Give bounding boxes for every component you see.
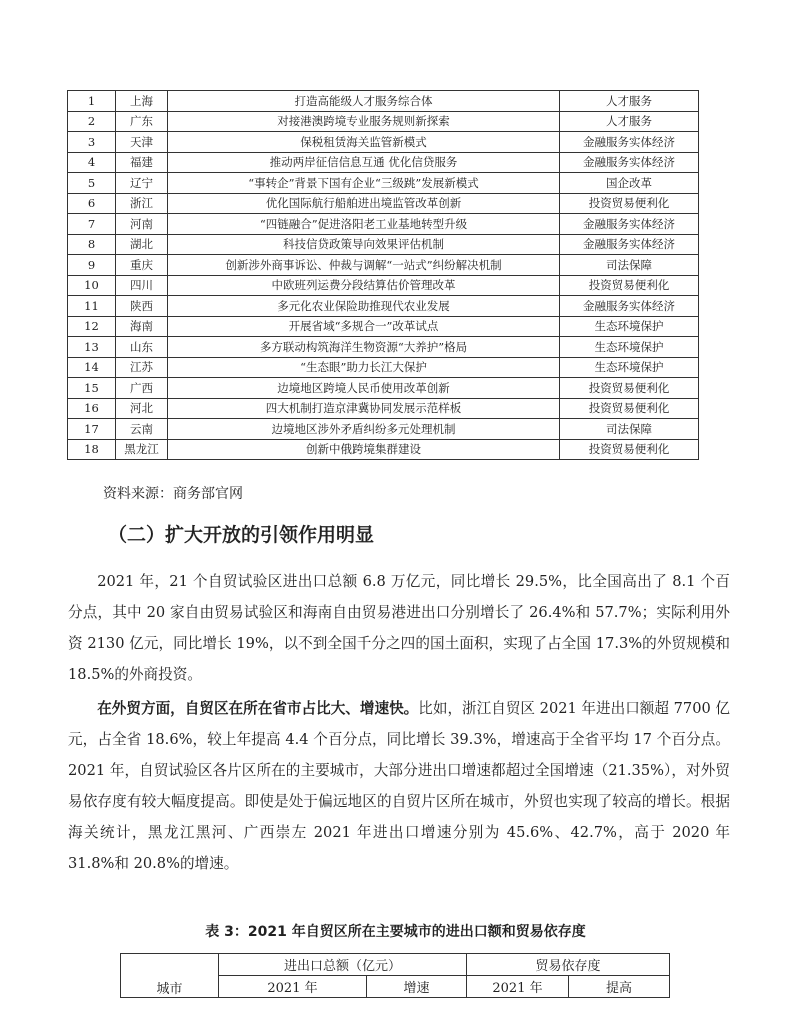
- row-number: 15: [68, 378, 116, 399]
- row-number: 16: [68, 398, 116, 419]
- table3-col-city: 城市: [121, 954, 219, 998]
- row-category: 金融服务实体经济: [560, 214, 699, 235]
- table-row: [68, 193, 699, 214]
- row-case: “生态眼”助力长江大保护: [168, 357, 560, 378]
- row-province: 重庆: [116, 255, 168, 276]
- row-case: 边境地区跨境人民币使用改革创新: [168, 378, 560, 399]
- table-row: [68, 214, 699, 235]
- table3-title: 表 3：2021 年自贸区所在主要城市的进出口额和贸易依存度: [205, 924, 586, 940]
- row-case: 开展省域“多规合一”改革试点: [168, 316, 560, 337]
- table-row: [68, 255, 699, 276]
- row-number: 3: [68, 132, 116, 153]
- row-case: 多方联动构筑海洋生物资源“大养护”格局: [168, 337, 560, 358]
- table-row: [68, 111, 699, 132]
- table-row: [68, 132, 699, 153]
- row-category: 国企改革: [560, 173, 699, 194]
- row-category: 人才服务: [560, 91, 699, 112]
- paragraph-foreign-trade: [68, 693, 730, 879]
- row-province: 湖北: [116, 234, 168, 255]
- row-province: 海南: [116, 316, 168, 337]
- row-case: “事转企”背景下国有企业“三级跳”发展新模式: [168, 173, 560, 194]
- row-number: 14: [68, 357, 116, 378]
- table-row: [68, 398, 699, 419]
- table-row: [68, 91, 699, 112]
- row-number: 4: [68, 152, 116, 173]
- row-province: 上海: [116, 91, 168, 112]
- row-province: 河北: [116, 398, 168, 419]
- row-case: 打造高能级人才服务综合体: [168, 91, 560, 112]
- row-case: 创新中俄跨境集群建设: [168, 439, 560, 460]
- row-category: 投资贸易便利化: [560, 439, 699, 460]
- table-row: [68, 173, 699, 194]
- row-province: 黑龙江: [116, 439, 168, 460]
- row-category: 投资贸易便利化: [560, 193, 699, 214]
- row-case: 四大机制打造京津冀协同发展示范样板: [168, 398, 560, 419]
- table3-header-row: [121, 954, 670, 976]
- row-case: 科技信贷政策导向效果评估机制: [168, 234, 560, 255]
- pilot-cases-table: [67, 90, 699, 460]
- row-province: 辽宁: [116, 173, 168, 194]
- row-number: 5: [68, 173, 116, 194]
- table3-sub-growth: 增速: [367, 976, 467, 998]
- paragraph-body: 比如，浙江自贸区 2021 年进出口额超 7700 亿元，占全省 18.6%，较上年提高 4.4 个百分点，同比增长 39.3%，增速高于全省平均 17 个百分点。2021 年，自贸试验区各片区所在的主要城市，大部分进出口增速都超过全国增速（21.35%），对外贸易依存度有较大幅度提高。即使是处于偏远地区的自贸片区所在城市，外贸也实现了较高的增长。根据海关统计，黑龙江黑河、广西崇左 2021 年进出口增速分别为 45.6%、42.7%，高于 2020 年 31.8%和 20.8%的增速。: [68, 700, 731, 872]
- row-province: 广西: [116, 378, 168, 399]
- row-case: 优化国际航行船舶进出境监管改革创新: [168, 193, 560, 214]
- row-number: 6: [68, 193, 116, 214]
- table-row: [68, 439, 699, 460]
- row-case: 推动两岸征信信息互通 优化信贷服务: [168, 152, 560, 173]
- row-province: 四川: [116, 275, 168, 296]
- row-number: 7: [68, 214, 116, 235]
- row-category: 投资贸易便利化: [560, 398, 699, 419]
- row-province: 江苏: [116, 357, 168, 378]
- row-number: 10: [68, 275, 116, 296]
- row-category: 生态环境保护: [560, 337, 699, 358]
- row-category: 人才服务: [560, 111, 699, 132]
- row-case: 边境地区涉外矛盾纠纷多元处理机制: [168, 419, 560, 440]
- row-category: 金融服务实体经济: [560, 132, 699, 153]
- table-row: [68, 234, 699, 255]
- table3-sub-raise: 提高: [569, 976, 670, 998]
- row-number: 8: [68, 234, 116, 255]
- row-province: 河南: [116, 214, 168, 235]
- row-case: 保税租赁海关监管新模式: [168, 132, 560, 153]
- table-row: [68, 337, 699, 358]
- row-province: 山东: [116, 337, 168, 358]
- city-trade-table: [120, 953, 670, 998]
- table-row: [68, 152, 699, 173]
- table-row: [68, 357, 699, 378]
- row-number: 9: [68, 255, 116, 276]
- section-heading: （二）扩大开放的引领作用明显: [108, 524, 375, 546]
- row-category: 生态环境保护: [560, 316, 699, 337]
- row-province: 浙江: [116, 193, 168, 214]
- row-case: “四链融合”促进洛阳老工业基地转型升级: [168, 214, 560, 235]
- row-province: 天津: [116, 132, 168, 153]
- row-number: 13: [68, 337, 116, 358]
- row-number: 17: [68, 419, 116, 440]
- row-category: 司法保障: [560, 255, 699, 276]
- table-row: [68, 419, 699, 440]
- row-number: 12: [68, 316, 116, 337]
- paragraph-lead: 在外贸方面，自贸区在所在省市占比大、增速快。: [97, 700, 419, 717]
- table-row: [68, 296, 699, 317]
- row-category: 生态环境保护: [560, 357, 699, 378]
- row-province: 云南: [116, 419, 168, 440]
- row-number: 11: [68, 296, 116, 317]
- paragraph-overview: 2021 年，21 个自贸试验区进出口总额 6.8 万亿元，同比增长 29.5%，比全国高出了 8.1 个百分点，其中 20 家自由贸易试验区和海南自由贸易港进出口分别增长了 26.4%和 57.7%；实际利用外资 2130 亿元，同比增长 19%，以不到全国千分之四的国土面积，实现了占全国 17.3%的外贸规模和 18.5%的外商投资。: [68, 573, 730, 683]
- row-case: 创新涉外商事诉讼、仲裁与调解“一站式”纠纷解决机制: [168, 255, 560, 276]
- source-note: 资料来源：商务部官网: [103, 486, 243, 502]
- row-category: 金融服务实体经济: [560, 152, 699, 173]
- table3-group-trade: 进出口总额（亿元）: [219, 954, 467, 976]
- row-category: 投资贸易便利化: [560, 378, 699, 399]
- row-category: 金融服务实体经济: [560, 296, 699, 317]
- table3-group-dependence: 贸易依存度: [467, 954, 670, 976]
- row-number: 18: [68, 439, 116, 460]
- table-row: [68, 316, 699, 337]
- table3-sub-2021: 2021 年: [219, 976, 367, 998]
- row-province: 广东: [116, 111, 168, 132]
- row-case: 多元化农业保险助推现代农业发展: [168, 296, 560, 317]
- table-row: [68, 275, 699, 296]
- row-category: 金融服务实体经济: [560, 234, 699, 255]
- row-number: 2: [68, 111, 116, 132]
- row-province: 陕西: [116, 296, 168, 317]
- row-category: 投资贸易便利化: [560, 275, 699, 296]
- table3-sub-2021b: 2021 年: [467, 976, 569, 998]
- row-category: 司法保障: [560, 419, 699, 440]
- row-case: 中欧班列运费分段结算估价管理改革: [168, 275, 560, 296]
- row-case: 对接港澳跨境专业服务规则新探索: [168, 111, 560, 132]
- table-row: [68, 378, 699, 399]
- row-number: 1: [68, 91, 116, 112]
- row-province: 福建: [116, 152, 168, 173]
